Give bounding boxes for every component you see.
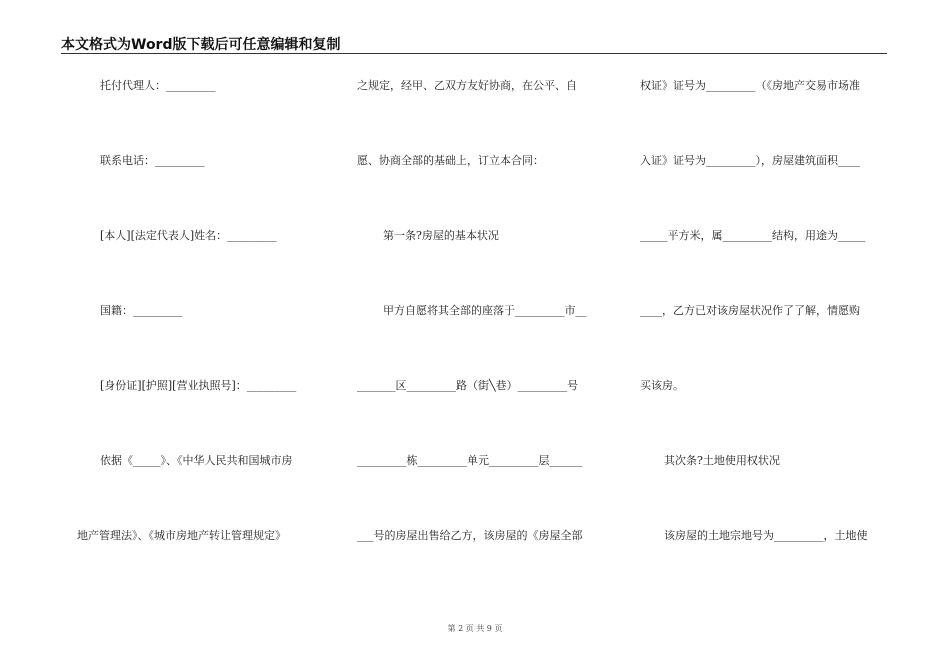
text-line: 买该房。 [640, 379, 684, 392]
text-line: 甲方自愿将其全部的座落于_________市__ [383, 304, 587, 317]
text-line: _______区_________路（街╲巷）_________号 [357, 379, 579, 392]
text-line: 托付代理人：_________ [100, 79, 216, 92]
text-line: 依据《_____》、《中华人民共和国城市房 [100, 454, 293, 467]
section-heading: 第一条?房屋的基本状况 [383, 229, 499, 242]
text-line: 联系电话：_________ [100, 154, 205, 167]
page-number: 第 2 页 共 9 页 [447, 624, 503, 633]
text-line: 该房屋的土地宗地号为_________，土地使 [664, 529, 868, 542]
text-line: _________栋_________单元_________层______ [357, 454, 583, 467]
text-line: [本人][法定代表人]姓名：_________ [100, 229, 277, 242]
text-line: 入证》证号为_________），房屋建筑面积____ [640, 154, 860, 167]
text-line: 国籍：_________ [100, 304, 183, 317]
section-heading: 其次条?土地使用权状况 [664, 454, 780, 467]
document-header-title: 本文格式为Word版下载后可任意编辑和复制 [61, 37, 341, 53]
text-line: 权证》证号为_________（《房地产交易市场准 [640, 79, 860, 92]
header-divider [61, 53, 887, 54]
text-line: 愿、协商全部的基础上，订立本合同： [357, 154, 544, 167]
text-line: ___号的房屋出售给乙方，该房屋的《房屋全部 [357, 529, 583, 542]
text-line: 地产管理法》、《城市房地产转让管理规定》 [77, 529, 286, 542]
text-line: [身份证][护照][营业执照号]：_________ [100, 379, 297, 392]
text-line: 之规定，经甲、乙双方友好协商，在公平、自 [357, 79, 577, 92]
text-line: ____，乙方已对该房屋状况作了了解，情愿购 [640, 304, 860, 317]
text-line: _____平方米，属_________结构，用途为_____ [640, 229, 866, 242]
